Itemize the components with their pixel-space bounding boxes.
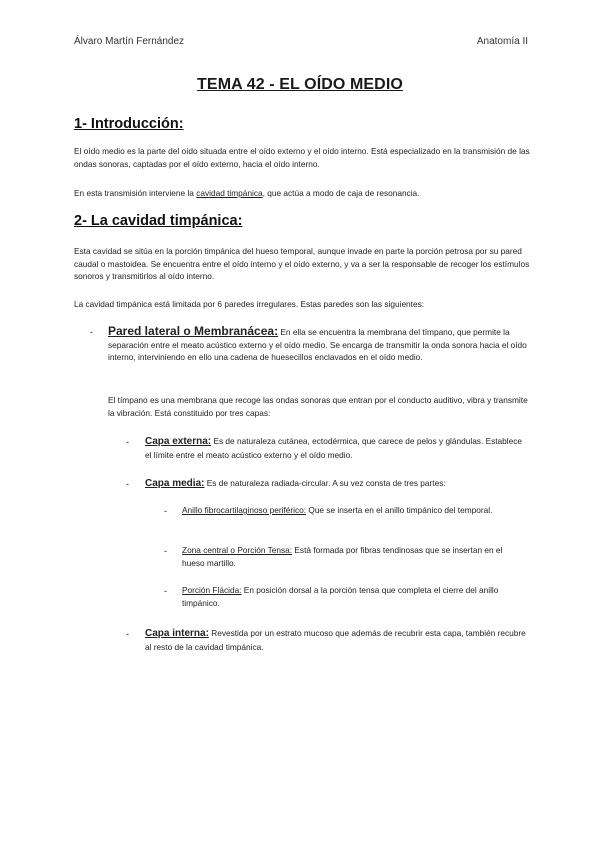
capa-interna-item xyxy=(145,627,530,653)
cavidad-paragraph-1: Esta cavidad se sitúa en la porción timpánica del hueso temporal, aunque invade en parte la porción petrosa por su pared caudal o mastoidea. Se encuentra entre el oído interno y el oído externo, y va a ser la responsable de recoger los estímulos sonoros y transmitirlos al oído interno. xyxy=(74,246,530,281)
capa-externa-label: Capa externa: xyxy=(145,436,212,447)
capa-media-text: Es de naturaleza radiada-circular. A su vez consta de tres partes: xyxy=(204,478,446,488)
capa-externa-text: Es de naturaleza cutánea, ectodérmica, que carece de pelos y glándulas. Establece el límite entre el meato acústico externo y el oído medio. xyxy=(145,436,523,460)
capa-media-item xyxy=(145,477,530,491)
cavidad-timpanica-term: cavidad timpánica xyxy=(196,188,263,198)
pared-lateral-text: En ella se encuentra la membrana del tímpano, que permite la separación entre el meato acústico externo y el oído medio. Se encarga de transmitir la onda sonora hacia el oído interno, interviniendo en ello una cadena de huesecillos enclavados en el oído medio. xyxy=(108,327,527,362)
bullet-dash: - xyxy=(90,327,93,337)
anillo-label: Anillo fibrocartilaginoso periférico: xyxy=(182,505,307,515)
page-title: TEMA 42 - EL OÍDO MEDIO xyxy=(197,76,403,93)
intro-paragraph-1: El oído medio es la parte del oído situada entre el oído externo y el oído interno. Está especializado en la transmisión de las ondas sonoras, captadas por el oído externo, hacia el oído interno. xyxy=(74,146,530,169)
anillo-item xyxy=(182,504,527,517)
bullet-dash: - xyxy=(164,546,167,556)
capa-media-label: Capa media: xyxy=(145,478,205,489)
capa-interna-label: Capa interna: xyxy=(145,628,209,639)
pared-lateral-item xyxy=(108,325,528,364)
section-heading-intro: 1- Introducción: xyxy=(74,116,184,132)
pared-lateral-label: Pared lateral o Membranácea: xyxy=(108,324,279,338)
bullet-dash: - xyxy=(126,479,129,489)
section-heading-cavidad: 2- La cavidad timpánica: xyxy=(74,213,243,229)
capa-interna-text: Revestida por un estrato mucoso que además de recubrir esta capa, también recubre al resto de la cavidad timpánica. xyxy=(145,628,526,652)
bullet-dash: - xyxy=(164,586,167,596)
intro-p2-after: , que actúa a modo de caja de resonancia. xyxy=(262,188,420,198)
zona-central-text: Está formada por fibras tendinosas que se insertan en el hueso martillo. xyxy=(182,545,503,568)
anillo-text: Que se inserta en el anillo timpánico del temporal. xyxy=(306,505,493,515)
intro-p2-before: En esta transmisión interviene la xyxy=(74,188,197,198)
bullet-dash: - xyxy=(126,629,129,639)
capa-externa-item xyxy=(145,435,530,461)
bullet-dash: - xyxy=(126,437,129,447)
timpano-paragraph: El tímpano es una membrana que recoge las ondas sonoras que entran por el conducto auditivo, vibra y transmite la vibración. Está constituido por tres capas: xyxy=(108,395,528,418)
header-author: Álvaro Martín Fernández xyxy=(74,36,185,47)
zona-central-label: Zona central o Porción Tensa: xyxy=(182,545,293,555)
intro-paragraph-2 xyxy=(74,187,534,200)
porcion-flacida-label: Porción Flácida: xyxy=(182,585,242,595)
cavidad-paragraph-2: La cavidad timpánica está limitada por 6 paredes irregulares. Estas paredes son las siguientes: xyxy=(74,299,425,309)
zona-central-item xyxy=(182,544,527,569)
bullet-dash: - xyxy=(164,506,167,516)
header-subject: Anatomía II xyxy=(476,36,528,47)
porcion-flacida-item xyxy=(182,584,527,609)
porcion-flacida-text: En posición dorsal a la porción tensa que completa el cierre del anillo timpánico. xyxy=(182,585,499,608)
